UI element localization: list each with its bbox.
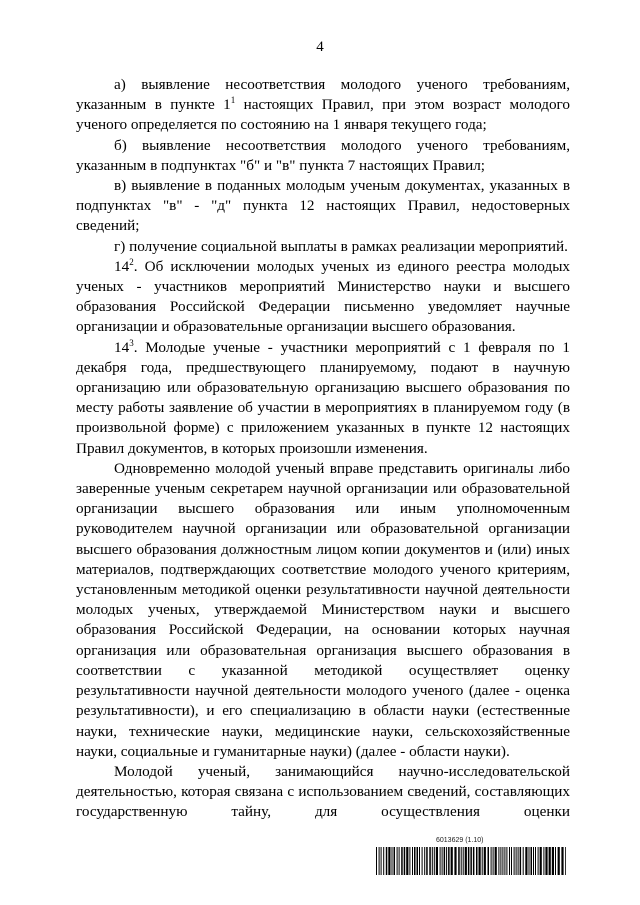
paragraph-secret: Молодой ученый, занимающийся научно-исследовательской деятельностью, которая связана с использованием сведений, составляющих государственную тайну, для осуществления оценки bbox=[76, 762, 570, 821]
paragraph-14-3: $14^3$. Молодые ученые - участники мероприятий с 1 февраля по 1 декабря года, предшествующего планируемому, подают в научную организацию или образовательную организацию высшего образования по месту работы заявление об участии в мероприятиях в планируемом году (в произвольной форме) с приложением указанных в пункте 12 настоящих Правил документов, в которых произошли изменения. bbox=[76, 337, 570, 457]
paragraph-14-2: $14^2$. Об исключении молодых ученых из единого реестра молодых ученых - участников мероприятий Министерство науки и высшего образования Российской Федерации письменно уведомляет научные организации и образовательные организации высшего образования. bbox=[76, 256, 570, 336]
barcode-code: 6013629 (1.10) bbox=[436, 837, 484, 844]
paragraph-c: в) выявление в поданных молодым ученым документах, указанных в подпунктах "в" - "д" пункта 12 настоящих Правил, недостоверных сведений; bbox=[76, 177, 570, 235]
paragraph-b: б) выявление несоответствия молодого ученого требованиям, указанным в подпунктах "б" и "в" пункта 7 настоящих Правил; bbox=[76, 136, 570, 174]
document-body bbox=[76, 75, 570, 823]
barcode-image bbox=[376, 847, 566, 875]
page-number: 4 bbox=[316, 39, 324, 55]
paragraph-materials: Одновременно молодой ученый вправе представить оригиналы либо заверенные ученым секретарем научной организации или образовательной организации высшего образования или иным уполномоченным руководителем научной организации или образовательной организации высшего образования должностным лицом копии документов и (или) иных материалов, подтверждающих соответствие молодого ученого критериям, установленным методикой оценки результативности научной деятельности молодых ученых, утверждаемой Министерством науки и высшего образования Российской Федерации, на основании которых научная организация или образовательная организация высшего образования в соответствии с указанной методикой осуществляет оценку результативности научной деятельности молодого ученого (далее - оценка результативности), и его специализацию в области науки (естественные науки, технические науки, медицинские науки, сельскохозяйственные науки, социальные и гуманитарные науки) (далее - области науки). bbox=[76, 459, 570, 760]
paragraph-a: а) выявление несоответствия молодого ученого требованиям, указанным в пункте $1^1$ настоящих Правил, при этом возраст молодого ученого определяется по состоянию на 1 января текущего года; bbox=[76, 76, 570, 134]
paragraph-d: г) получение социальной выплаты в рамках реализации мероприятий. bbox=[114, 237, 568, 255]
